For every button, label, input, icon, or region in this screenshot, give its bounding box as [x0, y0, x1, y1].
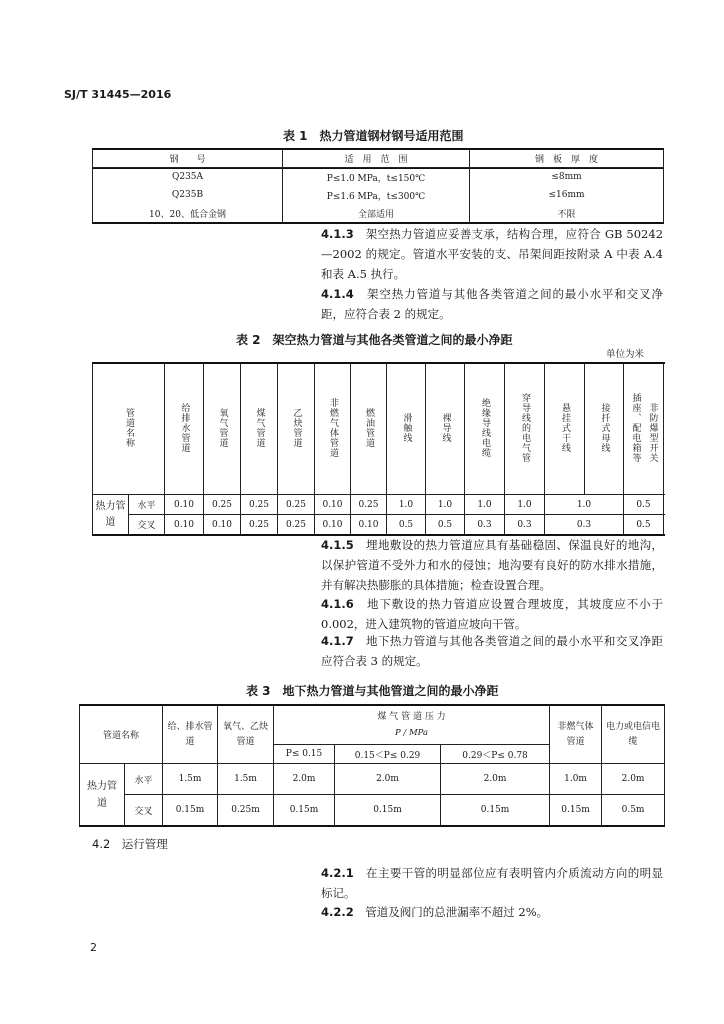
table2: [92, 362, 664, 536]
table-cell: 1.0: [426, 495, 465, 515]
table3-header-water: 给、排水管道: [163, 705, 218, 764]
table-row: [93, 168, 664, 187]
gas-pressure-unit: P / MPa: [394, 728, 429, 738]
clause-text: 在主要干管的明显部位应有表明管内介质流动方向的明显标记。: [321, 866, 664, 900]
table-cell: 0.3: [545, 515, 624, 536]
table-cell: 1.0m: [550, 764, 602, 795]
table2-header-cell: 滑触线: [387, 363, 426, 495]
row-label: 水平: [129, 495, 165, 515]
table-cell: 0.10: [315, 495, 351, 515]
table2-caption: 表 2 架空热力管道与其他各类管道之间的最小净距: [236, 333, 513, 347]
row-label: 交叉: [125, 795, 163, 827]
table-cell: 0.5: [624, 515, 664, 536]
clause-text: 埋地敷设的热力管道应具有基础稳固、保温良好的地沟，以保护管道不受外力和水的侵蚀；地沟要有良好的防水排水措施，并有解决热膨胀的具体措施；检查设置合理。: [321, 538, 664, 592]
table3-header-nonfuel: 非燃气体管道: [550, 705, 602, 764]
table-cell: 全部适用: [283, 204, 470, 223]
table-cell: 2.0m: [335, 764, 441, 795]
table-cell: 1.0: [545, 495, 624, 515]
table2-unit: 单位为米: [606, 349, 645, 360]
clause-number: 4.1.6: [321, 597, 354, 611]
table3-header-p2: 0.15＜P≤ 0.29: [335, 745, 441, 764]
para-4-2-1: [321, 863, 663, 903]
table-cell: 1.0: [465, 495, 505, 515]
table3-header-oxygen: 氧气、乙炔管道: [218, 705, 274, 764]
table3-caption: 表 3 地下热力管道与其他管道之间的最小净距: [246, 684, 499, 698]
table3-header-gas: [274, 705, 550, 745]
table2-header-cell: 绝缘导线电缆: [465, 363, 505, 495]
table-row: [93, 186, 664, 204]
table-cell: 0.25: [278, 495, 315, 515]
para-4-1-3: [321, 224, 663, 284]
table-cell: 0.5: [624, 495, 664, 515]
table-cell: 0.3: [505, 515, 545, 536]
table-cell: 0.15m: [163, 795, 218, 827]
table-cell: 10、20、低合金钢: [93, 204, 283, 223]
table-cell: 0.15m: [274, 795, 335, 827]
para-4-1-6: [321, 594, 663, 634]
table-cell: 0.10: [204, 515, 241, 536]
table-cell: 2.0m: [602, 764, 665, 795]
row-label: 水平: [125, 764, 163, 795]
table-cell: 0.25: [351, 495, 387, 515]
table-cell: 1.0: [387, 495, 426, 515]
table-cell: 0.5: [426, 515, 465, 536]
table-cell: Q235B: [93, 186, 283, 204]
table-cell: 0.5: [387, 515, 426, 536]
clause-number: 4.1.7: [321, 634, 354, 648]
clause-number: 4.1.3: [321, 227, 354, 241]
table-cell: 2.0m: [274, 764, 335, 795]
table1-caption: 表 1 热力管道钢材钢号适用范围: [283, 129, 464, 143]
table-row: [80, 764, 665, 795]
section-number: 4.2: [92, 837, 111, 851]
table1-header-cell: 钢 板 厚 度: [470, 149, 664, 168]
clause-text: 管道及阀门的总泄漏率不超过 2%。: [365, 905, 549, 919]
table2-header-cell: 接扦式母线: [585, 363, 624, 495]
table-cell: 2.0m: [441, 764, 550, 795]
clause-number: 4.1.5: [321, 538, 354, 552]
clause-number: 4.1.4: [321, 287, 354, 301]
section-heading: [92, 836, 168, 852]
table-cell: 0.25: [241, 515, 278, 536]
table3: [79, 704, 665, 827]
table-row: [93, 204, 664, 223]
row-label: 交叉: [129, 515, 165, 536]
table2-header-cell: 氧气管道: [204, 363, 241, 495]
table-cell: P≤1.0 MPa，t≤150℃: [283, 168, 470, 187]
table-cell: 1.0: [505, 495, 545, 515]
clause-text: 地下热力管道与其他各类管道之间的最小水平和交叉净距应符合表 3 的规定。: [321, 634, 664, 668]
clause-number: 4.2.2: [321, 905, 354, 919]
clause-text: 架空热力管道与其他各类管道之间的最小水平和交叉净距，应符合表 2 的规定。: [321, 287, 664, 321]
table-cell: ≤16mm: [470, 186, 664, 204]
table3-header-name: 管道名称: [80, 705, 163, 764]
table1-header-cell: 钢 号: [93, 149, 283, 168]
table-cell: ≤8mm: [470, 168, 664, 187]
table-cell: 0.25: [241, 495, 278, 515]
table2-header-cell: 穿导线的电气管: [505, 363, 545, 495]
table1-header-row: [93, 149, 664, 168]
table-cell: 0.10: [165, 515, 204, 536]
table1-body: [92, 167, 664, 224]
table3-header-p3: 0.29＜P≤ 0.78: [441, 745, 550, 764]
table-row: [93, 515, 664, 536]
page-number: 2: [90, 941, 97, 954]
table-cell: 0.5m: [602, 795, 665, 827]
table-cell: Q235A: [93, 168, 283, 187]
table2-header-cell: 非燃气体管道: [315, 363, 351, 495]
para-4-1-5: [321, 535, 663, 595]
table-cell: 1.5m: [218, 764, 274, 795]
table2-header-row: [93, 363, 664, 495]
table2-header-cell: 燃油管道: [351, 363, 387, 495]
table-cell: 0.10: [351, 515, 387, 536]
table2-header-cell: 管道名称: [93, 363, 165, 495]
table2-header-cell: 给排水管道: [165, 363, 204, 495]
row-group-label: 热力管道: [93, 495, 129, 536]
clause-number: 4.2.1: [321, 866, 354, 880]
table2-header-cell: 裸导线: [426, 363, 465, 495]
table-cell: 0.15m: [550, 795, 602, 827]
table2-header-cell: 乙炔管道: [278, 363, 315, 495]
clause-text: 地下敷设的热力管道应设置合理坡度，其坡度应不小于 0.002，进入建筑物的管道应坡向干管。: [321, 597, 664, 631]
row-group-label: 热力管道: [80, 764, 125, 827]
table-cell: 0.15m: [335, 795, 441, 827]
gas-pressure-title: 煤 气 管 道 压 力: [377, 712, 446, 722]
table1-header-cell: 适 用 范 围: [283, 149, 470, 168]
table-row: [93, 495, 664, 515]
table-cell: 0.25m: [218, 795, 274, 827]
table-cell: 1.5m: [163, 764, 218, 795]
standard-number: SJ/T 31445—2016: [64, 88, 172, 101]
table2-header-cell: 煤气管道: [241, 363, 278, 495]
table-row: [80, 795, 665, 827]
clause-text: 架空热力管道应妥善支承，结构合理，应符合 GB 50242—2002 的规定。管道水平安装的支、吊架间距按附录 A 中表 A.4 和表 A.5 执行。: [321, 227, 664, 281]
table3-header-elec: 电力或电信电缆: [602, 705, 665, 764]
table-cell: 0.15m: [441, 795, 550, 827]
para-4-2-2: [321, 902, 663, 922]
table-cell: 不限: [470, 204, 664, 223]
table-cell: 0.10: [165, 495, 204, 515]
table-cell: 0.3: [465, 515, 505, 536]
table2-header-cell: 插座、配电箱等 非防爆型开关: [624, 363, 664, 495]
para-4-1-4: [321, 284, 663, 324]
table3-header-p1: P≤ 0.15: [274, 745, 335, 764]
table2-header-cell: 悬挂式干线: [545, 363, 585, 495]
para-4-1-7: [321, 631, 663, 671]
table-cell: P≤1.6 MPa，t≤300℃: [283, 186, 470, 204]
table-cell: 0.10: [315, 515, 351, 536]
table1: [92, 148, 664, 169]
table-cell: 0.25: [278, 515, 315, 536]
section-title: 运行管理: [121, 837, 168, 851]
table-cell: 0.25: [204, 495, 241, 515]
table3-header-row: [80, 705, 665, 745]
